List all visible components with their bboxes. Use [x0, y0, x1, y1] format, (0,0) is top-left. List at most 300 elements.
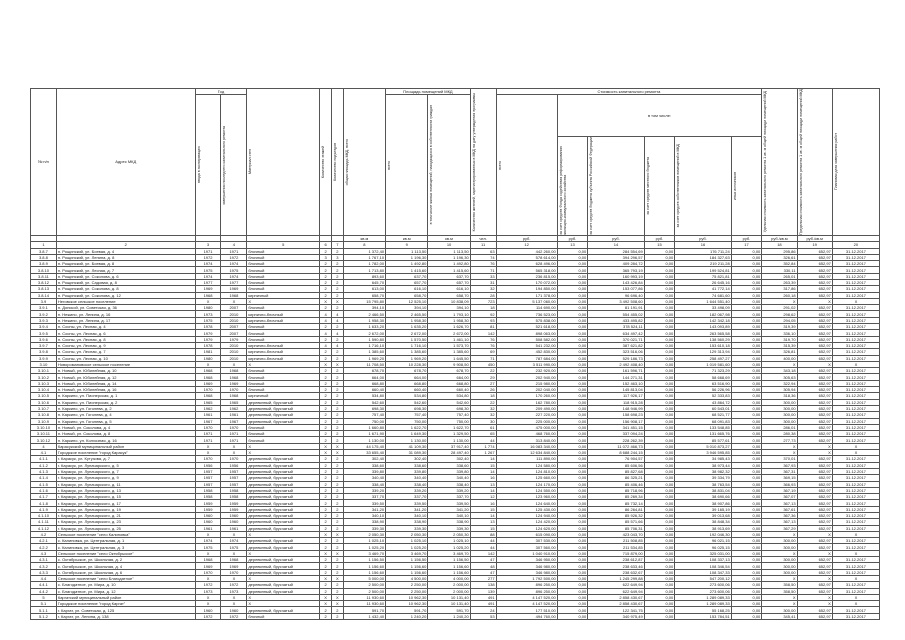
- table-cell: 4.1.10: [31, 512, 57, 518]
- table-cell: X: [797, 450, 832, 456]
- table-cell: 263 565,58: [675, 330, 731, 336]
- table-cell: 1 626,70: [428, 324, 470, 330]
- table-cell: X: [247, 594, 320, 600]
- table-cell: 652,97: [797, 475, 832, 481]
- table-cell: 1 573,70: [428, 342, 470, 348]
- table-cell: 0,00: [644, 261, 675, 267]
- table-cell: 4.1.7: [31, 494, 57, 500]
- table-cell: блочный: [247, 380, 320, 386]
- table-cell: 12: [470, 494, 496, 500]
- table-cell: деревянный, брусчатый: [247, 582, 320, 588]
- table-cell: 1 289 089,33: [675, 594, 731, 600]
- table-cell: 202 040,00: [496, 387, 557, 393]
- table-cell: 3 492 508,60: [588, 298, 644, 304]
- table-cell: 8 688 244,15: [588, 450, 644, 456]
- table-cell: 1 240,20: [428, 613, 470, 619]
- table-cell: 0,00: [557, 443, 588, 449]
- table-cell: 3.10.1: [31, 368, 57, 374]
- table-cell: 1 156,60: [386, 563, 428, 569]
- table-cell: 0,00: [557, 342, 588, 348]
- table-cell: 1979: [195, 330, 221, 336]
- table-cell: X: [797, 298, 832, 304]
- table-cell: 0,00: [557, 393, 588, 399]
- table-cell: 31.12.2017: [832, 267, 879, 273]
- table-cell: 0,00: [557, 361, 588, 367]
- table-cell: X: [221, 601, 247, 607]
- table-cell: 1960: [221, 512, 247, 518]
- table-cell: 31.12.2017: [832, 424, 879, 430]
- table-cell: 318,36: [762, 393, 797, 399]
- table-cell: 31.12.2017: [832, 248, 879, 254]
- table-cell: с. Октябрьское, ул. Школьная, д. 4: [56, 563, 195, 569]
- table-cell: 1962: [221, 405, 247, 411]
- table-cell: 319,70: [762, 336, 797, 342]
- table-cell: 3.8.7: [31, 248, 57, 254]
- table-cell: блочный: [247, 248, 320, 254]
- table-cell: 1972: [195, 613, 221, 619]
- table-cell: 2: [320, 607, 332, 613]
- table-cell: 3.9.2: [31, 311, 57, 317]
- table-cell: 0,00: [644, 588, 675, 594]
- table-cell: кирпичный: [247, 292, 320, 298]
- table-cell: 367,29: [762, 525, 797, 531]
- table-cell: 2 466,50: [343, 311, 385, 317]
- table-cell: 678,70: [343, 368, 385, 374]
- table-cell: 1975: [221, 544, 247, 550]
- table-cell: 1958: [195, 487, 221, 493]
- table-cell: деревянный, брусчатый: [247, 412, 320, 418]
- table-cell: 14: [470, 512, 496, 518]
- table-cell: 0,00: [731, 481, 762, 487]
- table-cell: 33 498,09: [675, 305, 731, 311]
- table-cell: 1975: [195, 544, 221, 550]
- table-cell: 0,00: [731, 298, 762, 304]
- header-cost-budget: за счет средств бюджета субъекта Российской Федерации: [589, 137, 594, 235]
- table-cell: 2: [331, 280, 343, 286]
- unit-cell: руб.: [644, 235, 675, 241]
- table-cell: 750,00: [343, 418, 385, 424]
- table-cell: 2: [320, 349, 332, 355]
- table-cell: 85 571,66: [588, 519, 644, 525]
- table-cell: 2 672,00: [386, 330, 428, 336]
- table-cell: 2: [331, 538, 343, 544]
- table-cell: 53: [470, 613, 496, 619]
- table-cell: X: [331, 443, 343, 449]
- table-cell: 4 147 520,00: [496, 594, 557, 600]
- table-cell: 0,00: [557, 575, 588, 581]
- table-cell: 660,40: [386, 387, 428, 393]
- table-cell: 3 511 990,00: [496, 361, 557, 367]
- table-cell: 317,86: [762, 286, 797, 292]
- table-cell: 16: [470, 500, 496, 506]
- table-cell: 31.12.2017: [832, 557, 879, 563]
- table-cell: 11 930,60: [343, 601, 385, 607]
- table-cell: 1979: [221, 336, 247, 342]
- header-total-area: общая площадь МКД, всего: [344, 138, 349, 186]
- table-cell: 1 025,10: [428, 538, 470, 544]
- table-cell: X: [247, 361, 320, 367]
- table-cell: 0,00: [557, 412, 588, 418]
- table-cell: 723: [470, 298, 496, 304]
- table-cell: 652,97: [797, 494, 832, 500]
- table-cell: 0,00: [644, 317, 675, 323]
- table-cell: 4: [331, 317, 343, 323]
- table-cell: 0,00: [644, 349, 675, 355]
- table-cell: г. Карасук, ул. Луначарского, д. 17: [56, 500, 195, 506]
- table-cell: 1968: [195, 393, 221, 399]
- table-cell: 31.12.2017: [832, 286, 879, 292]
- table-cell: 1973: [221, 588, 247, 594]
- table-cell: 1968: [221, 393, 247, 399]
- table-cell: 61: [470, 424, 496, 430]
- table-cell: 658,70: [343, 292, 385, 298]
- table-cell: 0,00: [644, 475, 675, 481]
- table-cell: блочный: [247, 336, 320, 342]
- table-cell: 2: [320, 424, 332, 430]
- table-cell: 652,97: [797, 248, 832, 254]
- table-cell: 652,97: [797, 380, 832, 386]
- table-cell: X: [247, 450, 320, 456]
- table-cell: 4: [331, 311, 343, 317]
- table-cell: 4.1.1: [31, 456, 57, 462]
- table-cell: 31.12.2017: [832, 418, 879, 424]
- table-cell: 31.12.2017: [832, 525, 879, 531]
- table-cell: 337,70: [343, 494, 385, 500]
- table-cell: X: [320, 601, 332, 607]
- table-cell: 2 858 430,67: [588, 594, 644, 600]
- table-cell: 2: [320, 374, 332, 380]
- table-cell: блочный: [247, 330, 320, 336]
- table-cell: с. Благодатное, ул. Мира, д. 10: [56, 582, 195, 588]
- table-cell: 0,00: [731, 399, 762, 405]
- table-cell: 65: [470, 431, 496, 437]
- table-cell: 1 644 551,40: [675, 298, 731, 304]
- table-cell: 144 271,31: [588, 374, 644, 380]
- table-cell: 330,11: [762, 267, 797, 273]
- table-cell: 2: [331, 405, 343, 411]
- table-cell: 1958: [195, 494, 221, 500]
- table-cell: деревянный, брусчатый: [247, 512, 320, 518]
- table-cell: 2: [331, 500, 343, 506]
- table-cell: 1 622,70: [428, 424, 470, 430]
- table-cell: п. Новый, ул. Соколова, д. 4: [56, 424, 195, 430]
- table-cell: 0,00: [644, 355, 675, 361]
- table-cell: 394 296,57: [588, 254, 644, 260]
- table-cell: 3.10.5: [31, 393, 57, 399]
- table-cell: 0,00: [557, 557, 588, 563]
- table-cell: 339,20: [386, 487, 428, 493]
- table-cell: 0,00: [644, 286, 675, 292]
- table-cell: 211 534,85: [588, 544, 644, 550]
- table-cell: 394,10: [386, 305, 428, 311]
- column-number-cell: 12: [496, 242, 557, 248]
- table-cell: X: [797, 575, 832, 581]
- table-cell: 1 969,20: [386, 355, 428, 361]
- table-cell: 4.1: [31, 450, 57, 456]
- table-cell: 345,41: [762, 613, 797, 619]
- table-cell: 38 982,32: [675, 468, 731, 474]
- table-cell: 171 378,00: [496, 292, 557, 298]
- table-cell: 1960: [195, 519, 221, 525]
- table-cell: X: [320, 450, 332, 456]
- table-cell: 326,61: [762, 254, 797, 260]
- table-cell: 38 907,86: [675, 500, 731, 506]
- table-cell: п. Каркино, ул. Гоголева, д. 5: [56, 418, 195, 424]
- table-cell: 32: [470, 286, 496, 292]
- header-date: Плановая дата завершения работ: [833, 133, 838, 191]
- table-cell: блочный: [247, 305, 320, 311]
- table-cell: 1971: [195, 431, 221, 437]
- table-cell: 277: [470, 575, 496, 581]
- table-cell: 0,00: [557, 481, 588, 487]
- table-cell: 5: [31, 594, 57, 600]
- table-cell: 1958: [221, 494, 247, 500]
- table-cell: 370 021,71: [588, 336, 644, 342]
- table-cell: деревянный, брусчатый: [247, 500, 320, 506]
- table-cell: 0,00: [557, 248, 588, 254]
- table-cell: 31.12.2017: [832, 512, 879, 518]
- table-cell: 591,70: [386, 607, 428, 613]
- table-cell: X: [320, 298, 332, 304]
- table-cell: 2: [331, 355, 343, 361]
- table-cell: 160 993,19: [588, 273, 644, 279]
- table-cell: 152 463,10: [588, 380, 644, 386]
- table-cell: 0,00: [557, 431, 588, 437]
- table-cell: п. Каркино, ул. Пионерская, д. 2: [56, 399, 195, 405]
- table-cell: 652,97: [797, 342, 832, 348]
- table-cell: Новоромановское сельское поселение: [56, 361, 195, 367]
- table-cell: 3.8.9: [31, 261, 57, 267]
- table-cell: 1 130,00: [343, 437, 385, 443]
- table-cell: 31.12.2017: [832, 487, 879, 493]
- table-cell: 2 500,00: [343, 588, 385, 594]
- table-cell: Сельское поселение "село Калиновка": [56, 531, 195, 537]
- table-cell: 628 496,00: [496, 261, 557, 267]
- table-cell: 11 708,50: [343, 361, 385, 367]
- table-cell: 1 713,80: [343, 267, 385, 273]
- table-cell: X: [195, 531, 221, 537]
- table-cell: 0,00: [644, 336, 675, 342]
- table-cell: 2: [331, 494, 343, 500]
- table-cell: 2010: [221, 317, 247, 323]
- column-number-cell: 18: [762, 242, 797, 248]
- table-cell: 227 220,00: [496, 412, 557, 418]
- table-cell: деревянный, брусчатый: [247, 468, 320, 474]
- table-cell: 1972: [195, 582, 221, 588]
- table-cell: 31.12.2017: [832, 544, 879, 550]
- table-cell: 1 267: [470, 450, 496, 456]
- table-cell: 0,00: [557, 424, 588, 430]
- table-cell: 184 327,63: [675, 254, 731, 260]
- table-cell: 2010: [221, 349, 247, 355]
- table-cell: 300,00: [762, 607, 797, 613]
- table-cell: 0,00: [644, 330, 675, 336]
- table-cell: 0,00: [731, 462, 762, 468]
- table-cell: 678,70: [386, 368, 428, 374]
- table-cell: 68 521,77: [675, 412, 731, 418]
- table-cell: 0,00: [731, 418, 762, 424]
- table-cell: X: [797, 361, 832, 367]
- table-cell: 0,00: [731, 336, 762, 342]
- table-cell: 0,00: [731, 355, 762, 361]
- table-cell: 31.12.2017: [832, 588, 879, 594]
- table-cell: 0,00: [644, 361, 675, 367]
- table-cell: 1 372,40: [343, 248, 385, 254]
- table-cell: 0,00: [644, 544, 675, 550]
- table-cell: 31.12.2017: [832, 324, 879, 330]
- table-cell: 0,00: [644, 380, 675, 386]
- table-cell: X: [832, 601, 879, 607]
- table-cell: 0,00: [731, 500, 762, 506]
- table-cell: 370,01: [762, 456, 797, 462]
- table-cell: 138: [470, 582, 496, 588]
- table-cell: 2: [320, 399, 332, 405]
- table-cell: 0,00: [731, 437, 762, 443]
- table-cell: 2: [331, 286, 343, 292]
- table-cell: 4: [331, 342, 343, 348]
- table-cell: 341 451,15: [588, 424, 644, 430]
- table-cell: 3.9.6: [31, 336, 57, 342]
- table-cell: 300,00: [762, 563, 797, 569]
- table-cell: 1970: [221, 424, 247, 430]
- table-cell: 339,80: [386, 468, 428, 474]
- table-cell: 0,00: [731, 349, 762, 355]
- table-cell: 2: [320, 569, 332, 575]
- table-cell: 2 000,00: [428, 582, 470, 588]
- table-cell: 34 985,43: [675, 456, 731, 462]
- table-cell: 31.12.2017: [832, 569, 879, 575]
- table-cell: с. Калиновка, ул. Центральная, д. 1: [56, 538, 195, 544]
- table-cell: 0,00: [644, 298, 675, 304]
- table-cell: 1 492,80: [386, 261, 428, 267]
- table-cell: 300,00: [762, 538, 797, 544]
- table-cell: 542,60: [428, 399, 470, 405]
- table-cell: 1962: [195, 405, 221, 411]
- table-cell: 31.12.2017: [832, 563, 879, 569]
- table-cell: 367,19: [762, 487, 797, 493]
- table-cell: 1969: [195, 563, 221, 569]
- table-cell: 1974: [195, 261, 221, 267]
- table-cell: 2: [331, 261, 343, 267]
- table-cell: 652,97: [797, 286, 832, 292]
- table-cell: п. Новый, ул. Юбилейная, д. 14: [56, 380, 195, 386]
- table-cell: п. Новый, ул. Юбилейная, д. 12: [56, 374, 195, 380]
- table-cell: X: [320, 594, 332, 600]
- table-cell: 622 649,94: [588, 582, 644, 588]
- table-cell: 1 671,90: [343, 431, 385, 437]
- column-number-cell: 14: [588, 242, 644, 248]
- table-cell: 0,00: [731, 569, 762, 575]
- table-cell: 0,00: [644, 443, 675, 449]
- table-cell: 2: [320, 563, 332, 569]
- table-cell: 1969: [221, 563, 247, 569]
- table-cell: 0,00: [644, 468, 675, 474]
- table-cell: кирпично-блочный: [247, 317, 320, 323]
- table-cell: 302,40: [428, 456, 470, 462]
- table-cell: 76: [470, 342, 496, 348]
- table-cell: п. Сосны, ул. Лесная, д. 9: [56, 342, 195, 348]
- table-cell: 0,00: [731, 563, 762, 569]
- column-number-cell: 19: [797, 242, 832, 248]
- table-cell: 2: [331, 292, 343, 298]
- table-cell: 2: [331, 613, 343, 619]
- table-cell: 2 250,00: [386, 582, 428, 588]
- table-cell: 1 196,30: [428, 254, 470, 260]
- table-cell: 325 031,00: [675, 550, 731, 556]
- table-cell: 0,00: [644, 575, 675, 581]
- table-cell: 4: [320, 311, 332, 317]
- table-cell: 0,00: [731, 317, 762, 323]
- table-cell: 85 577,61: [675, 437, 731, 443]
- table-cell: X: [221, 298, 247, 304]
- table-cell: 0,00: [557, 563, 588, 569]
- table-cell: 1958: [221, 487, 247, 493]
- table-cell: 44 175,40: [343, 443, 385, 449]
- table-cell: деревянный, брусчатый: [247, 462, 320, 468]
- table-cell: 0,00: [557, 462, 588, 468]
- table-cell: 4.4: [31, 575, 57, 581]
- table-cell: 2: [320, 494, 332, 500]
- table-cell: 668,80: [428, 380, 470, 386]
- table-cell: 85 926,32: [588, 512, 644, 518]
- table-cell: 31.12.2017: [832, 468, 879, 474]
- table-cell: 750,00: [386, 418, 428, 424]
- table-cell: 44: [470, 544, 496, 550]
- table-cell: 139: [470, 588, 496, 594]
- table-cell: 1978: [195, 342, 221, 348]
- table-cell: 305,63: [762, 374, 797, 380]
- table-cell: 158 698,23: [588, 412, 644, 418]
- table-cell: 2: [320, 468, 332, 474]
- table-cell: 2010: [221, 342, 247, 348]
- table-cell: X: [762, 594, 797, 600]
- table-cell: 124 170,00: [496, 481, 557, 487]
- table-cell: 541 232,00: [496, 342, 557, 348]
- table-cell: 1957: [195, 468, 221, 474]
- table-cell: 16 083 340,00: [496, 443, 557, 449]
- table-cell: 38 831,04: [675, 487, 731, 493]
- table-cell: 0,00: [731, 450, 762, 456]
- table-cell: 4: [31, 443, 57, 449]
- table-cell: 0,00: [557, 317, 588, 323]
- table-cell: 0,00: [557, 475, 588, 481]
- table-cell: 1977: [221, 280, 247, 286]
- table-cell: 0,00: [644, 368, 675, 374]
- table-cell: 0,00: [644, 506, 675, 512]
- table-cell: 2: [331, 525, 343, 531]
- table-cell: 3.8.8: [31, 254, 57, 260]
- table-cell: 307 530,00: [496, 538, 557, 544]
- table-cell: 31.12.2017: [832, 607, 879, 613]
- table-cell: 298,62: [762, 311, 797, 317]
- column-number-cell: 7: [331, 242, 343, 248]
- table-cell: 0,00: [557, 330, 588, 336]
- table-cell: 108 346,54: [675, 563, 731, 569]
- column-number-cell: 3: [195, 242, 221, 248]
- table-cell: 652,97: [797, 544, 832, 550]
- table-cell: 423 043,70: [588, 531, 644, 537]
- table-cell: 319,39: [762, 324, 797, 330]
- table-cell: 2010: [221, 311, 247, 317]
- table-cell: 652,97: [797, 273, 832, 279]
- table-cell: 757,40: [428, 412, 470, 418]
- table-cell: 31.12.2017: [832, 292, 879, 298]
- table-cell: 1 130,00: [386, 437, 428, 443]
- table-cell: 3 469,70: [386, 550, 428, 556]
- table-cell: 352,84: [762, 261, 797, 267]
- table-cell: 0,00: [644, 613, 675, 619]
- table-cell: 652,97: [797, 412, 832, 418]
